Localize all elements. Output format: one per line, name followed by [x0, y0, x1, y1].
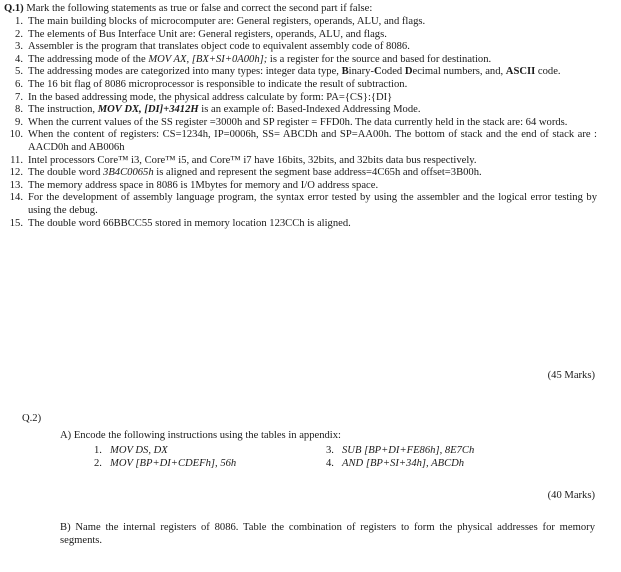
statement-text-part: ecimal numbers, and,: [412, 66, 506, 78]
statement-item: [4, 79, 597, 92]
statement-text-part: The addressing modes are categorized into many types: integer data type,: [28, 66, 342, 78]
statement-number: 7.: [15, 91, 23, 103]
statement-text-part: The instruction,: [28, 104, 98, 116]
instruction-1: [94, 445, 168, 458]
statement-text-part: inary-: [348, 66, 374, 78]
statement-text: [28, 155, 597, 168]
statement-text-part: code.: [535, 66, 561, 78]
instruction-text: MOV [BP+DI+CDEFh], 56h: [110, 458, 237, 469]
instruction-number: 2.: [94, 458, 102, 469]
statement-text-part: The elements of Bus Interface Unit are: General registers, operands, ALU, and flags.: [28, 28, 387, 40]
statement-number: 12.: [9, 167, 23, 179]
instruction-text: AND [BP+SI+34h], ABCDh: [342, 458, 465, 469]
statement-text-part: C: [373, 66, 382, 78]
statement-text-part: Intel processors Core™ i3, Core™ i5, and Core™ i7 have 16bits, 32bits, and 32bits data bus respectively.: [28, 154, 477, 166]
statement-text: [28, 54, 597, 67]
statement-item: [4, 155, 597, 168]
statement-item: [4, 129, 597, 154]
statement-number: 2.: [15, 28, 23, 40]
statement-text-part: The memory address space in 8086 is 1Mbytes for memory and I/O address space.: [28, 179, 379, 191]
statement-number: 8.: [15, 104, 23, 116]
statement-text: [28, 79, 597, 92]
statement-text-part: When the current values of the SS register =3000h and SP register = FFD0h. The data currently held in the stack are: 64 words.: [28, 116, 568, 128]
statement-number: 9.: [15, 116, 23, 128]
statement-text-part: MOV DX, [DI]+3412H: [97, 104, 199, 116]
instruction-number: 3.: [326, 445, 334, 456]
statement-number: 11.: [10, 154, 23, 166]
instruction-3: [326, 445, 474, 458]
statement-item: [4, 104, 597, 117]
instruction-text: MOV DS, DX: [110, 445, 168, 456]
question-1-statements: [4, 16, 597, 230]
question-2a-marks: (40 Marks): [547, 490, 595, 501]
statement-text-part: The double word 66BBCC55 stored in memory location 123CCh is aligned.: [28, 217, 351, 229]
statement-text-part: The addressing mode of the: [28, 53, 149, 65]
question-1-prompt: Mark the following statements as true or false and correct the second part if false:: [26, 3, 373, 14]
statement-text-part: 3B4C0065h: [103, 167, 154, 179]
statement-text-part: For the development of assembly language program, the syntax error tested by using the assembler and the logical error testing by using the debug.: [28, 192, 597, 216]
instruction-text: SUB [BP+DI+FE86h], 8E7Ch: [342, 445, 475, 456]
statement-text-part: oded: [381, 66, 405, 78]
statement-text-part: is an example of: Based-Indexed Addressing Mode.: [198, 104, 421, 116]
statement-item: [4, 117, 597, 130]
statement-number: 4.: [15, 53, 23, 65]
statement-item: [4, 180, 597, 193]
statement-text-part: D: [404, 66, 413, 78]
question-2-number: Q.2): [22, 413, 42, 424]
question-2b-prompt: B) Name the internal registers of 8086. Table the combination of registers to form the physical addresses for memory segments.: [60, 522, 595, 546]
statement-text-part: ASCII: [505, 66, 536, 78]
instruction-number: 4.: [326, 458, 334, 469]
statement-text: [28, 92, 597, 105]
statement-item: [4, 54, 597, 67]
statement-text-part: The main building blocks of microcomputer are: General registers, operands, ALU, and flags.: [28, 16, 426, 27]
statement-text: [28, 66, 597, 79]
statement-number: 13.: [9, 179, 23, 191]
instruction-2: [94, 458, 236, 471]
statement-text-part: MOV AX, [BX+SI+0A00h];: [148, 53, 268, 65]
statement-text-part: The 16 bit flag of 8086 microprocessor is responsible to indicate the result of subtraction.: [28, 78, 408, 90]
statement-item: [4, 167, 597, 180]
statement-item: [4, 16, 597, 29]
statement-text: [28, 16, 597, 29]
statement-text: [28, 180, 597, 193]
statement-item: [4, 41, 597, 54]
statement-text-part: Assembler is the program that translates object code to equivalent assembly code of 8086.: [28, 41, 410, 53]
statement-number: 3.: [15, 41, 23, 53]
instruction-4: [326, 458, 464, 471]
statement-number: 5.: [15, 66, 23, 78]
statement-item: [4, 218, 597, 231]
statement-text-part: B: [341, 66, 349, 78]
instruction-number: 1.: [94, 445, 102, 456]
statement-number: 1.: [15, 16, 23, 27]
statement-text-part: is a register for the source and based for destination.: [267, 53, 492, 65]
question-2a-prompt: A) Encode the following instructions using the tables in appendix:: [60, 430, 341, 441]
statement-text: [28, 192, 597, 217]
statement-number: 10.: [9, 129, 23, 141]
statement-text-part: When the content of registers: CS=1234h, IP=0006h, SS= ABCDh and SP=AA00h. The bottom of stack and the end of stack are : AACD0h and AB006h: [28, 129, 597, 153]
statement-text: [28, 218, 597, 231]
statement-number: 14.: [9, 192, 23, 204]
statement-text: [28, 29, 597, 42]
question-1-marks: (45 Marks): [547, 370, 595, 381]
statement-text-part: is aligned and represent the segment base address=4C65h and offset=3B00h.: [153, 167, 482, 179]
statement-item: [4, 92, 597, 105]
statement-text-part: The double word: [28, 167, 104, 179]
question-1-header: [4, 3, 614, 16]
statement-text: [28, 167, 597, 180]
statement-text: [28, 104, 597, 117]
statement-text: [28, 117, 597, 130]
statement-item: [4, 192, 597, 217]
statement-number: 6.: [15, 78, 23, 90]
statement-text: [28, 129, 597, 154]
statement-text: [28, 41, 597, 54]
statement-item: [4, 29, 597, 42]
statement-text-part: In the based addressing mode, the physical address calculate by form: PA={CS}:{DI}: [28, 91, 393, 103]
statement-item: [4, 66, 597, 79]
question-1-number: Q.1): [4, 3, 24, 14]
statement-number: 15.: [9, 217, 23, 229]
